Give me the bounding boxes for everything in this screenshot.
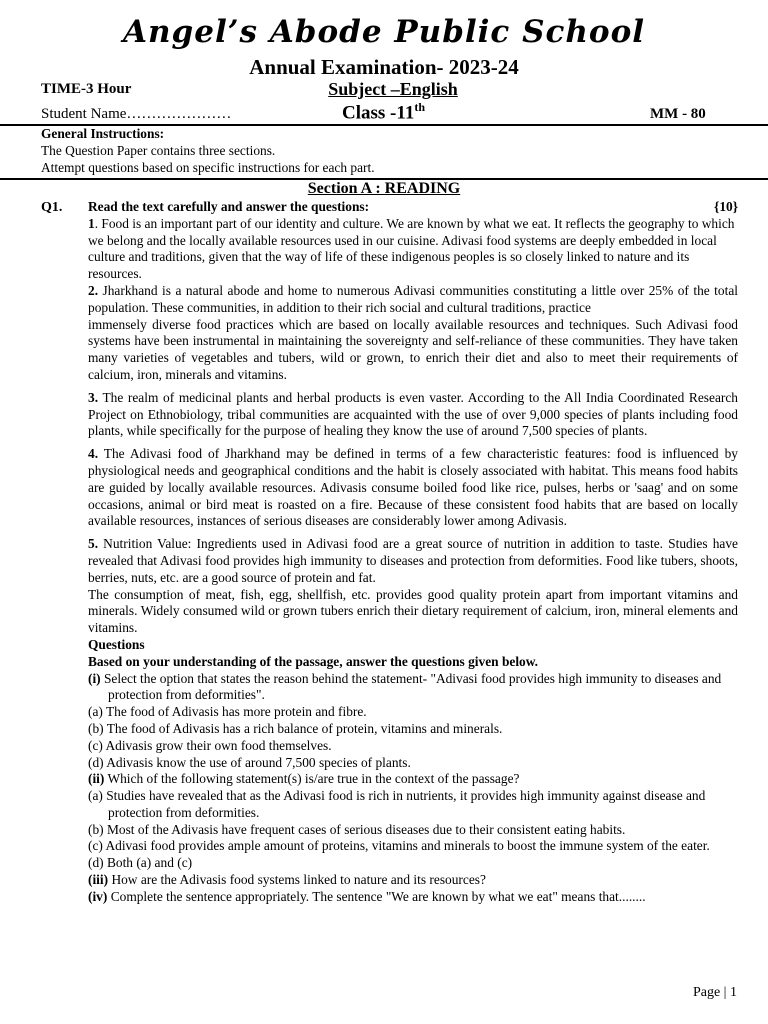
qii-option-b: (b) Most of the Adivasis have frequent cases of serious diseases due to their consistent eating habits. [88, 821, 626, 837]
qii-number: (ii) [88, 771, 105, 787]
qi-text: Select the option that states the reason behind the statement- "Adivasi food provides high immunity to diseases and protection from deformities". [100, 670, 722, 703]
time-label: TIME-3 Hour [41, 81, 132, 97]
qiv-number: (iv) [88, 888, 108, 904]
question-number: Q1. [41, 200, 63, 215]
instruction-line-2: Attempt questions based on specific instructions for each part. [41, 160, 375, 175]
para3-text: The realm of medicinal plants and herbal products is even vaster. According to the All India Coordinated Research Project on Ethnobiology, tribal communities are acquainted with the use of over 9,000 species of plants including food plants, while specifically for the purpose of healing they know the use of around 7,500 species of plants. [88, 389, 738, 439]
question-i [88, 671, 738, 705]
school-name: Angel’s Abode Public School [122, 14, 646, 50]
qii-option-a: (a) Studies have revealed that as the Adivasi food is rich in nutrients, it provides high immunity against disease and protection from deformities. [88, 788, 706, 820]
instruction-line-1: The Question Paper contains three sections. [41, 143, 276, 158]
qi-option-a: (a) The food of Adivasis has more protein and fibre. [88, 704, 367, 720]
paragraph-4 [88, 446, 738, 530]
student-name-label: Student Name………………… [41, 106, 232, 122]
para2-number: 2. [88, 282, 99, 298]
question-header [88, 199, 738, 216]
para5-text: Nutrition Value: Ingredients used in Adivasi food are a great source of nutrition in addition to taste. Studies have revealed that Adivasi food provides high immunity to diseases and protection from deformities. Food like tubers, shoots, berries, nuts, etc. are a good source of protein and fat. [88, 536, 738, 585]
qiv-text: Complete the sentence appropriately. The sentence "We are known by what we eat" means that........ [107, 888, 646, 904]
para5-number: 5. [88, 536, 99, 552]
paragraph-2-continued: immensely diverse food practices which are based on locally available resources and techniques. Such Adivasi food systems have been instrumental in maintaining the sovereignty and self-reliance of these communities. They have taken many varieties of vegetables and tubers, wild or grown, to enrich their diet and also to meet their requirements of calcium, iron, minerals and vitamins. [88, 316, 738, 382]
question-text: Read the text carefully and answer the questions: [88, 199, 370, 214]
para2-text: Jharkhand is a natural abode and home to numerous Adivasi communities constituting a little over 25% of the total population. These communities, in addition to their rich social and cultural traditions, practice [88, 282, 738, 315]
class-sup: th [414, 100, 425, 114]
qi-option-b: (b) The food of Adivasis has a rich balance of protein, vitamins and minerals. [88, 720, 503, 736]
qi-option-c: (c) Adivasis grow their own food themselves. [88, 737, 332, 753]
qi-number: (i) [88, 670, 101, 686]
class-text: Class -11 [342, 102, 415, 124]
paragraph-3 [88, 390, 738, 440]
para4-text: The Adivasi food of Jharkhand may be defined in terms of a few characteristic features: food is influenced by physiological needs and geographical conditions and the habit is closely associated with habitat. This means food habits are guided by locally available resources. Adivasis consume boiled food like rice, pulses, herbs or 'saag' and on some occasions, animal or bird meat is roasted on a fire. Because of these consistent food habits that are based on locally available resources, instances of serious diseases are considerably lower among Adivasis. [88, 446, 738, 529]
exam-title: Annual Examination- 2023-24 [249, 55, 519, 79]
class-label [342, 100, 425, 124]
paragraph-2 [88, 283, 738, 317]
paragraph-5-continued: The consumption of meat, fish, egg, shellfish, etc. provides good quality protein apart from important vitamins and minerals. Widely consumed wild or grown tubers enrich their dietary requirement of calcium, iron, mineral elements and vitamins. [88, 586, 738, 636]
question-marks: {10} [714, 199, 738, 214]
qii-option-c: (c) Adivasi food provides ample amount of proteins, vitamins and minerals to boost the immune system of the eater. [88, 838, 710, 854]
instructions-title: General Instructions: [41, 126, 165, 141]
para4-number: 4. [88, 446, 99, 462]
qiii-number: (iii) [88, 872, 109, 888]
qi-option-d: (d) Adivasis know the use of around 7,500 species of plants. [88, 754, 411, 770]
question-ii [88, 771, 738, 788]
question-iii [88, 872, 738, 889]
subject-label: Subject –English [328, 79, 458, 99]
para1-text: . Food is an important part of our identity and culture. We are known by what we eat. It reflects the geography to which we belong and the locally available resources used in our cuisine. Adivasi food systems are deeply embedded in local culture and traditions, given that the way of life of these indigenous peoples is so closely linked to nature and its resources. [88, 215, 735, 282]
max-marks: MM - 80 [650, 106, 706, 122]
paragraph-1 [88, 216, 738, 283]
paragraph-5 [88, 536, 738, 586]
qii-option-d: (d) Both (a) and (c) [88, 855, 193, 871]
para1-number: 1 [88, 215, 95, 231]
page-number: Page | 1 [692, 985, 737, 1000]
para3-number: 3. [88, 389, 99, 405]
section-title: Section A : READING [307, 180, 461, 197]
question-iv [88, 889, 738, 906]
section-content [88, 199, 738, 906]
questions-heading: Questions [88, 636, 145, 652]
qii-text: Which of the following statement(s) is/are true in the context of the passage? [104, 771, 520, 787]
qiii-text: How are the Adivasis food systems linked to nature and its resources? [108, 872, 486, 888]
questions-intro: Based on your understanding of the passage, answer the questions given below. [88, 653, 539, 669]
